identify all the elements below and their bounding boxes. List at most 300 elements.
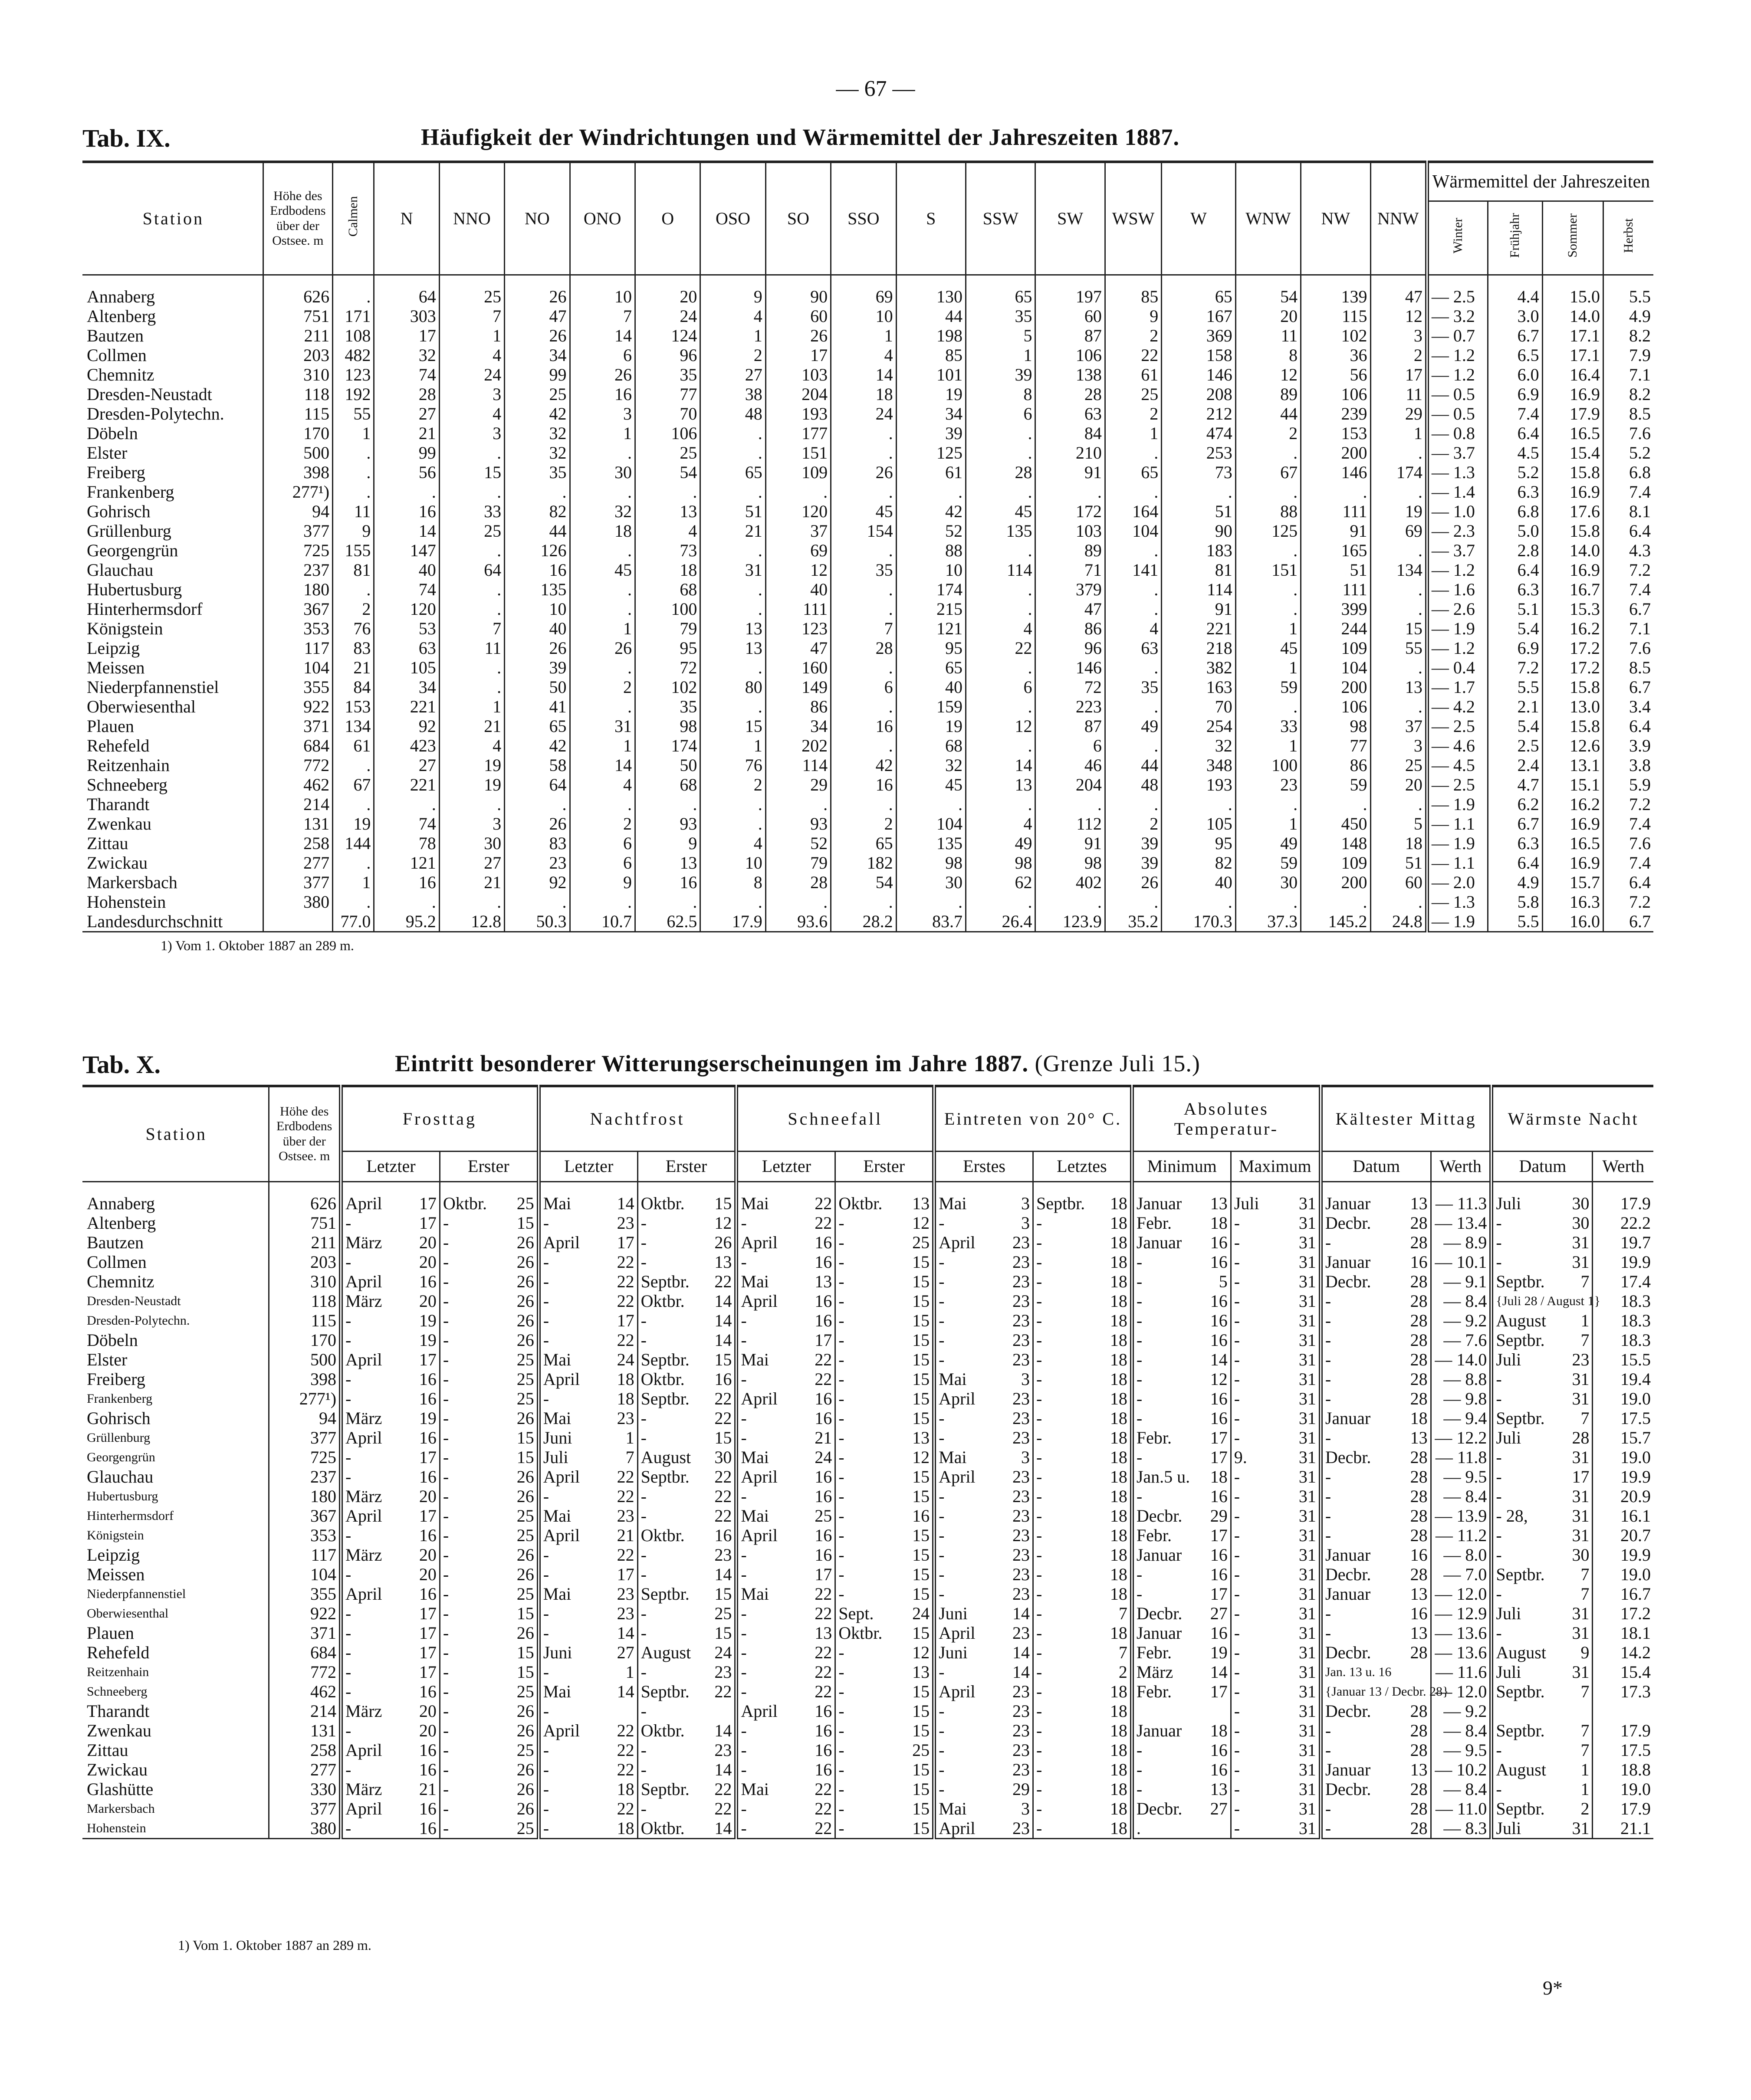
table-cell: - xyxy=(341,1252,406,1272)
table-cell: 31 xyxy=(1572,1369,1590,1389)
table-cell: 28 xyxy=(1410,1467,1428,1486)
table-cell: 28 xyxy=(1410,1486,1428,1506)
table-cell: 16 xyxy=(419,1798,437,1818)
table-cell: 208 xyxy=(1162,384,1235,404)
table-cell: 2 xyxy=(1370,345,1427,365)
table-cell: 102 xyxy=(635,677,700,697)
table-cell: 7.6 xyxy=(1603,833,1653,853)
table-cell: 2 xyxy=(700,775,765,794)
table-cell: 106 xyxy=(1301,384,1370,404)
table-cell: 18 xyxy=(1110,1681,1127,1701)
table-cell: Plauen xyxy=(87,1623,134,1643)
table-cell: . xyxy=(966,736,1035,755)
table-cell: - xyxy=(341,1467,406,1486)
table-cell: . xyxy=(505,794,570,814)
table-cell xyxy=(1491,1701,1561,1721)
table-cell: 31 xyxy=(1298,1798,1316,1818)
table-cell: 21 xyxy=(419,1779,437,1799)
table-cell: Juli xyxy=(539,1447,604,1467)
table-cell: 100 xyxy=(635,599,700,619)
table-cell: 105 xyxy=(374,658,439,677)
table-row xyxy=(82,1428,1653,1447)
table-cell: 100 xyxy=(1235,755,1301,775)
table-cell: - xyxy=(539,1604,604,1623)
table-cell: - xyxy=(736,1662,802,1682)
table-cell: 180 xyxy=(269,1486,341,1506)
table-cell: 70 xyxy=(1162,697,1235,716)
table-cell: 353 xyxy=(263,619,332,638)
average-cell: 5.5 xyxy=(1488,912,1542,932)
table-cell: Collmen xyxy=(87,1252,147,1272)
table-cell: 482 xyxy=(333,345,374,365)
table-cell: 55 xyxy=(1370,638,1427,658)
table-cell: Niederpfannenstiel xyxy=(87,1586,186,1601)
table-cell: - xyxy=(1132,1584,1199,1604)
table-cell: 7 xyxy=(625,1447,634,1467)
table-cell: - xyxy=(1231,1662,1289,1682)
table-cell: 18 xyxy=(1110,1486,1127,1506)
table-cell: 12 xyxy=(912,1642,930,1662)
table-cell: - xyxy=(835,1311,900,1330)
table-cell: 25 xyxy=(516,1369,534,1389)
table-cell: 27 xyxy=(439,853,504,873)
table-cell: 16.9 xyxy=(1542,814,1603,833)
table-cell: 1 xyxy=(1580,1779,1590,1799)
table-cell: 20 xyxy=(419,1545,437,1565)
table-cell: 28 xyxy=(1410,1525,1428,1545)
table-cell: - xyxy=(440,1291,505,1311)
table-cell: - xyxy=(637,1662,703,1682)
table-row xyxy=(82,1740,1653,1760)
table-cell: Niederpfannenstiel xyxy=(87,677,219,697)
table-cell: 74 xyxy=(374,814,439,833)
table-cell: . xyxy=(570,892,635,912)
table-cell: — 8.4 xyxy=(1431,1779,1491,1799)
table-cell: 28 xyxy=(1035,384,1105,404)
table-cell: 348 xyxy=(1162,755,1235,775)
table-cell: - xyxy=(934,1213,999,1233)
table-cell: 369 xyxy=(1162,326,1235,345)
table-cell: 3.8 xyxy=(1603,755,1653,775)
table-cell: - xyxy=(1033,1779,1098,1799)
table-cell: 1 xyxy=(625,1427,634,1447)
table-cell: April xyxy=(736,1467,802,1486)
table-cell: - xyxy=(835,1408,900,1428)
tab9-season-label: Frühjahr xyxy=(1508,213,1522,258)
table-cell: April xyxy=(736,1389,802,1408)
table-cell: Septbr. xyxy=(1491,1721,1561,1740)
tab9-height-header: Höhe des Erdbodens über der Ostsee. m xyxy=(263,162,332,275)
table-cell: 65 xyxy=(966,275,1035,306)
table-cell: 151 xyxy=(1235,560,1301,580)
average-cell: 93.6 xyxy=(765,912,831,932)
table-cell: 22 xyxy=(617,1759,634,1779)
table-cell: 371 xyxy=(263,716,332,736)
table-cell: 22 xyxy=(815,1603,832,1623)
table-cell: . xyxy=(1162,892,1235,912)
table-cell: — 1.9 xyxy=(1427,833,1488,853)
table-cell: 18.3 xyxy=(1593,1330,1653,1350)
table-cell: - xyxy=(835,1447,900,1467)
table-cell: - xyxy=(637,1408,703,1428)
table-cell: 3 xyxy=(1021,1447,1030,1467)
table-cell: 193 xyxy=(765,404,831,423)
table-cell: — 0.5 xyxy=(1427,384,1488,404)
table-cell: - xyxy=(1231,1682,1289,1701)
table-cell: 56 xyxy=(1301,365,1370,384)
table-cell: 131 xyxy=(269,1721,341,1740)
table-cell: Oberwiesenthal xyxy=(87,1606,169,1621)
table-cell: 17 xyxy=(419,1642,437,1662)
table-cell: 6.4 xyxy=(1603,873,1653,892)
table-cell: 14 xyxy=(570,755,635,775)
table-cell: 26 xyxy=(516,1291,534,1311)
table-cell: 20.7 xyxy=(1593,1526,1653,1545)
table-cell: . xyxy=(1105,736,1161,755)
table-cell: 12 xyxy=(912,1213,930,1233)
table-cell: 153 xyxy=(1301,423,1370,443)
table-cell: . xyxy=(1105,580,1161,599)
table-cell: - xyxy=(1231,1330,1289,1350)
table-cell: - xyxy=(1231,1233,1289,1252)
table-cell: Mai xyxy=(736,1272,802,1291)
table-cell: 15 xyxy=(516,1603,534,1623)
table-cell: 23 xyxy=(1012,1564,1030,1584)
table-cell: 198 xyxy=(896,326,966,345)
table-cell: 17 xyxy=(1210,1525,1228,1545)
table-cell: 2.8 xyxy=(1488,541,1542,560)
table-cell: Juli xyxy=(1491,1604,1561,1623)
average-row xyxy=(82,912,1653,932)
table-cell: - xyxy=(1033,1643,1098,1662)
table-cell: - xyxy=(736,1740,802,1760)
table-cell: Mai xyxy=(934,1369,999,1389)
table-cell: - xyxy=(1033,1233,1098,1252)
table-cell: 211 xyxy=(263,326,332,345)
table-cell: 31 xyxy=(1298,1330,1316,1350)
table-cell: — 1.3 xyxy=(1427,463,1488,482)
table-cell: 6.9 xyxy=(1488,384,1542,404)
table-cell: - xyxy=(341,1389,406,1408)
table-cell: 23 xyxy=(1012,1486,1030,1506)
table-cell: August xyxy=(637,1643,703,1662)
table-cell: — 10.2 xyxy=(1431,1760,1491,1779)
tab10-table xyxy=(82,1085,1653,1839)
table-cell: — 9.2 xyxy=(1431,1311,1491,1330)
table-cell: - xyxy=(1321,1330,1397,1350)
table-cell: — 2.5 xyxy=(1427,775,1488,794)
table-cell: - xyxy=(736,1545,802,1565)
table-cell: - xyxy=(1231,1389,1289,1408)
table-cell: - xyxy=(835,1701,900,1721)
table-cell: . xyxy=(966,599,1035,619)
table-cell: 15.8 xyxy=(1542,716,1603,736)
table-cell: - xyxy=(1033,1584,1098,1604)
table-cell: 95 xyxy=(896,638,966,658)
table-cell: — 9.2 xyxy=(1431,1701,1491,1721)
table-cell: 16 xyxy=(1210,1545,1228,1565)
table-cell: 16 xyxy=(912,1506,930,1526)
table-cell: - xyxy=(1033,1252,1098,1272)
table-cell: 31 xyxy=(1298,1545,1316,1565)
table-cell: . xyxy=(1301,794,1370,814)
table-cell: 215 xyxy=(896,599,966,619)
table-cell: 4 xyxy=(966,814,1035,833)
table-cell: 500 xyxy=(269,1350,341,1369)
table-cell: 7 xyxy=(1580,1271,1590,1291)
table-cell: 134 xyxy=(333,716,374,736)
table-cell: 149 xyxy=(765,677,831,697)
table-cell: 16 xyxy=(714,1525,732,1545)
table-cell: 210 xyxy=(1035,443,1105,463)
table-cell: 182 xyxy=(831,853,896,873)
table-cell: - xyxy=(1321,1467,1397,1486)
table-cell: 8.2 xyxy=(1603,326,1653,345)
table-cell: 1 xyxy=(1235,619,1301,638)
table-row xyxy=(82,1526,1653,1545)
table-cell: 109 xyxy=(1301,853,1370,873)
table-cell: 14 xyxy=(617,1623,634,1643)
table-cell: 39 xyxy=(896,423,966,443)
table-cell: 159 xyxy=(896,697,966,716)
table-cell: - xyxy=(440,1408,505,1428)
table-cell: Hohenstein xyxy=(82,1818,269,1839)
table-cell: - xyxy=(736,1486,802,1506)
table-cell: Chemnitz xyxy=(87,1271,154,1291)
table-cell: 183 xyxy=(1162,541,1235,560)
table-cell: 6.9 xyxy=(1488,638,1542,658)
table-row xyxy=(82,1467,1653,1486)
table-cell: - xyxy=(1033,1408,1098,1428)
table-cell: - xyxy=(835,1760,900,1779)
table-cell: Decbr. xyxy=(1321,1447,1397,1467)
table-cell: 203 xyxy=(263,345,332,365)
table-cell: 26 xyxy=(505,638,570,658)
table-cell: — 11.2 xyxy=(1431,1526,1491,1545)
table-cell: 23 xyxy=(1012,1623,1030,1643)
table-cell: 31 xyxy=(1289,1818,1321,1839)
table-cell: 7.2 xyxy=(1603,794,1653,814)
table-cell: 9 xyxy=(635,833,700,853)
table-cell: - xyxy=(440,1213,505,1233)
table-cell: 31 xyxy=(1572,1623,1590,1643)
table-cell: - xyxy=(835,1428,900,1447)
table-row xyxy=(82,638,1653,658)
table-cell: 21 xyxy=(333,658,374,677)
table-cell: 23 xyxy=(1012,1349,1030,1369)
table-cell: 31 xyxy=(1561,1818,1593,1839)
table-cell: 68 xyxy=(635,580,700,599)
table-cell: 114 xyxy=(1162,580,1235,599)
table-cell: 35 xyxy=(635,365,700,384)
table-cell: - xyxy=(1231,1213,1289,1233)
table-cell: . xyxy=(1105,658,1161,677)
table-row xyxy=(82,1311,1653,1330)
table-cell: 17.9 xyxy=(1593,1721,1653,1740)
table-cell: 144 xyxy=(333,833,374,853)
table-cell: 26 xyxy=(831,463,896,482)
table-cell: Schneeberg xyxy=(87,1684,148,1699)
table-cell: 7 xyxy=(439,619,504,638)
table-cell: 146 xyxy=(1162,365,1235,384)
table-cell: 14.0 xyxy=(1542,541,1603,560)
table-cell: 31 xyxy=(1298,1681,1316,1701)
table-cell: 135 xyxy=(896,833,966,853)
table-cell: - xyxy=(637,1545,703,1565)
table-cell: 13.0 xyxy=(1542,697,1603,716)
table-cell: - xyxy=(1321,1623,1397,1643)
table-cell: 21 xyxy=(439,716,504,736)
table-cell: 174 xyxy=(1370,463,1427,482)
table-cell: - xyxy=(736,1818,802,1839)
table-cell: . xyxy=(896,892,966,912)
table-cell: — 13.6 xyxy=(1431,1643,1491,1662)
table-cell: . xyxy=(831,736,896,755)
table-cell: 212 xyxy=(1162,404,1235,423)
tab9-warm-header: Wärmemittel der Jahreszeiten xyxy=(1427,162,1653,201)
table-row xyxy=(82,658,1653,677)
table-cell: 40 xyxy=(374,560,439,580)
table-row xyxy=(82,1389,1653,1408)
table-cell: 1 xyxy=(1370,423,1427,443)
table-cell: 17 xyxy=(419,1603,437,1623)
table-cell: Januar xyxy=(1132,1181,1199,1213)
table-cell: . xyxy=(635,482,700,502)
table-cell: 239 xyxy=(1301,404,1370,423)
table-cell: 28 xyxy=(1410,1291,1428,1311)
table-cell: 81 xyxy=(1162,560,1235,580)
table-cell: 3 xyxy=(439,814,504,833)
table-cell: - xyxy=(637,1311,703,1330)
tab9-season-header xyxy=(1427,201,1488,275)
table-cell: 23 xyxy=(1012,1310,1030,1330)
table-cell: . xyxy=(570,541,635,560)
average-cell: 83.7 xyxy=(896,912,966,932)
table-cell: April xyxy=(341,1506,406,1526)
table-cell: - xyxy=(440,1818,505,1839)
table-cell: . xyxy=(700,580,765,599)
table-cell: 9 xyxy=(570,873,635,892)
table-cell: - xyxy=(1231,1799,1289,1818)
table-cell: 13 xyxy=(912,1193,930,1213)
tab10-group-header: Schneefall xyxy=(736,1086,934,1151)
table-cell: - xyxy=(1231,1545,1289,1565)
table-cell: 355 xyxy=(263,677,332,697)
table-cell: 15 xyxy=(912,1310,930,1330)
table-cell: 18 xyxy=(1110,1545,1127,1565)
table-cell: 141 xyxy=(1105,560,1161,580)
table-cell: 82 xyxy=(505,502,570,521)
table-cell: — 9.8 xyxy=(1431,1389,1491,1408)
table-cell: 7.6 xyxy=(1603,423,1653,443)
table-cell: 626 xyxy=(263,275,332,306)
table-cell: 223 xyxy=(1035,697,1105,716)
table-cell: Januar xyxy=(1321,1408,1397,1428)
table-cell: 6.4 xyxy=(1603,716,1653,736)
table-cell: 91 xyxy=(1301,521,1370,541)
table-cell: 16 xyxy=(831,775,896,794)
table-cell: 16 xyxy=(1210,1388,1228,1408)
table-cell: - xyxy=(736,1428,802,1447)
table-cell: 27 xyxy=(1210,1603,1228,1623)
table-cell: 15.0 xyxy=(1542,275,1603,306)
table-cell: 47 xyxy=(505,306,570,326)
table-cell: 18 xyxy=(1210,1467,1228,1486)
tab9-dir-header: WNW xyxy=(1235,162,1301,275)
table-cell: 13 xyxy=(1410,1759,1428,1779)
table-cell: 27 xyxy=(1210,1798,1228,1818)
table-cell: 14 xyxy=(1210,1349,1228,1369)
table-cell: 64 xyxy=(374,275,439,306)
table-cell: - xyxy=(1231,1818,1289,1839)
table-cell: 22 xyxy=(714,1388,732,1408)
table-cell: Tharandt xyxy=(87,1701,150,1721)
table-cell: - xyxy=(341,1721,406,1740)
table-cell: 26 xyxy=(516,1330,534,1350)
table-cell: 19.9 xyxy=(1593,1545,1653,1565)
table-cell: Oktbr. xyxy=(637,1721,703,1740)
table-cell: 138 xyxy=(1035,365,1105,384)
table-cell: 25 xyxy=(505,384,570,404)
table-cell: - xyxy=(440,1272,505,1291)
table-cell: Januar xyxy=(1321,1584,1397,1604)
table-cell: 83 xyxy=(505,833,570,853)
table-cell: 103 xyxy=(765,365,831,384)
table-cell: 85 xyxy=(1105,275,1161,306)
table-cell: 18 xyxy=(604,1818,637,1839)
table-cell: - xyxy=(1033,1369,1098,1389)
table-cell: 6.3 xyxy=(1488,580,1542,599)
table-cell: . xyxy=(1370,541,1427,560)
table-cell: 135 xyxy=(505,580,570,599)
table-row xyxy=(82,1799,1653,1818)
table-cell: . xyxy=(1162,794,1235,814)
table-cell: 160 xyxy=(765,658,831,677)
table-cell: 95 xyxy=(635,638,700,658)
table-cell: 99 xyxy=(505,365,570,384)
table-cell: 67 xyxy=(333,775,374,794)
table-cell: 15 xyxy=(912,1623,930,1643)
table-cell: — 12.2 xyxy=(1431,1428,1491,1447)
table-cell: 20 xyxy=(635,275,700,306)
table-cell: - xyxy=(637,1604,703,1623)
table-cell: 19 xyxy=(439,775,504,794)
table-cell: 60 xyxy=(765,306,831,326)
table-cell: 17.1 xyxy=(1542,326,1603,345)
table-cell: — 1.9 xyxy=(1427,619,1488,638)
table-cell: 14 xyxy=(1012,1662,1030,1682)
tab9-dir-header: NW xyxy=(1301,162,1370,275)
table-cell: - xyxy=(934,1779,999,1799)
table-cell: 31 xyxy=(1572,1486,1590,1506)
table-cell: Juli xyxy=(1491,1350,1561,1369)
table-cell: - xyxy=(1132,1330,1199,1350)
table-cell: 22 xyxy=(815,1798,832,1818)
table-cell: 214 xyxy=(269,1701,341,1721)
table-cell: 25 xyxy=(505,1818,539,1839)
table-cell: - xyxy=(736,1604,802,1623)
table-cell: 21 xyxy=(617,1525,634,1545)
table-cell: - xyxy=(1321,1311,1397,1330)
table-cell: - xyxy=(440,1350,505,1369)
table-cell: 31 xyxy=(1298,1506,1316,1526)
table-cell: — 3.7 xyxy=(1427,541,1488,560)
table-cell: 22 xyxy=(617,1330,634,1350)
table-cell: - xyxy=(341,1330,406,1350)
table-cell: 2 xyxy=(1580,1798,1590,1818)
table-cell: . xyxy=(635,794,700,814)
table-cell: 16 xyxy=(815,1467,832,1486)
